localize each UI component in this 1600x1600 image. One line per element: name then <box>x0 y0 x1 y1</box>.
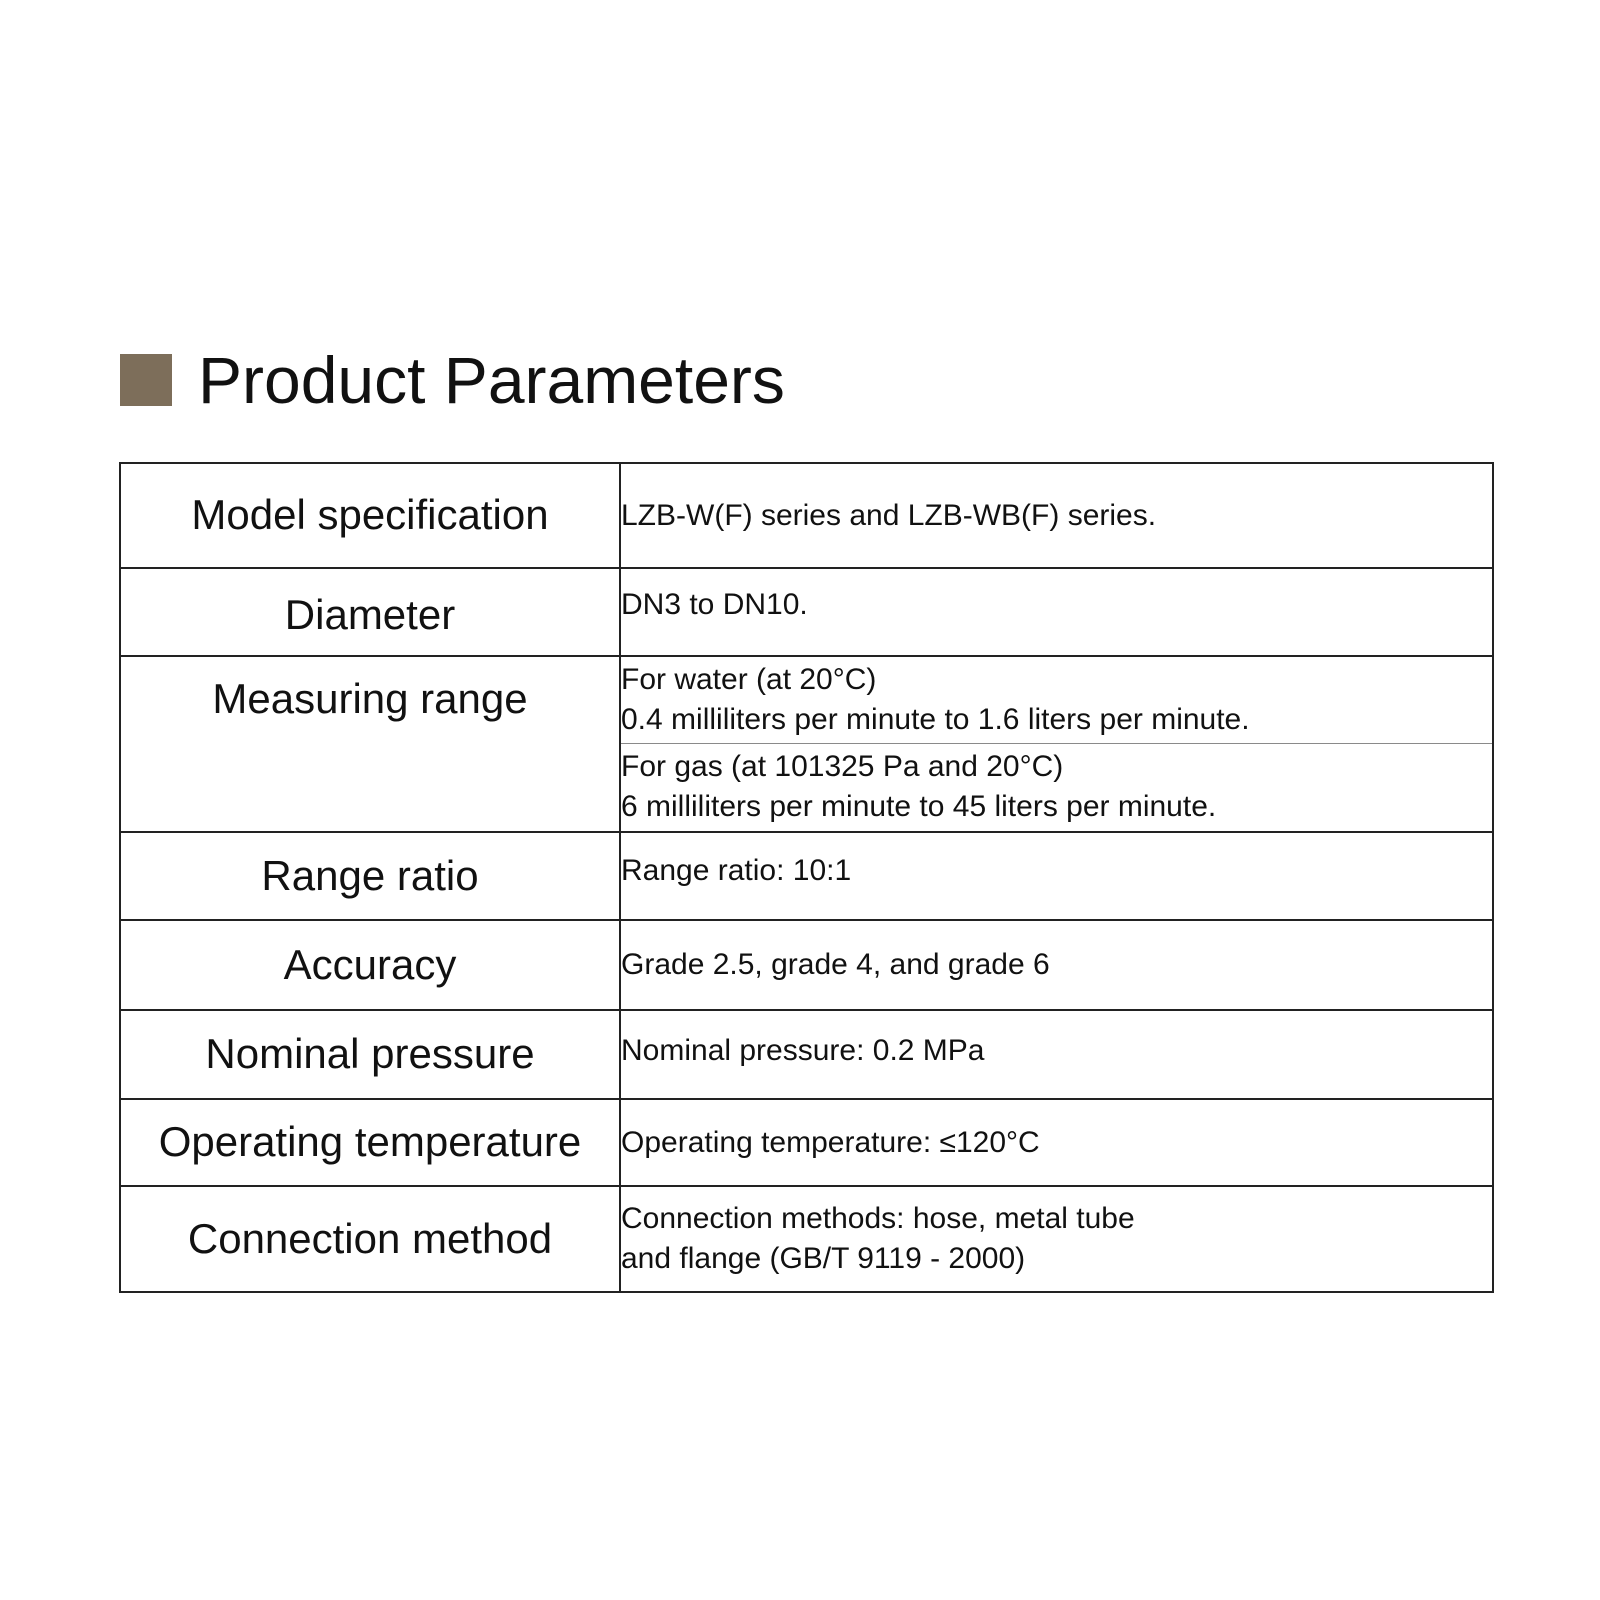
measuring-range-water <box>620 656 1493 743</box>
measuring-range-gas <box>620 743 1493 832</box>
table-row-nominal-pressure <box>120 1010 1493 1099</box>
table-row-accuracy <box>120 920 1493 1010</box>
row-label: Diameter <box>120 568 620 656</box>
row-value: Grade 2.5, grade 4, and grade 6 <box>620 920 1493 1010</box>
row-label: Nominal pressure <box>120 1010 620 1099</box>
table-row-range-ratio <box>120 832 1493 920</box>
parameters-table <box>119 462 1494 1293</box>
row-value: Range ratio: 10:1 <box>620 832 1493 920</box>
row-label: Accuracy <box>120 920 620 1010</box>
table-row-measuring-range <box>120 656 1493 743</box>
table-row-diameter <box>120 568 1493 656</box>
heading-square-marker <box>120 354 172 406</box>
table-row-model-specification <box>120 463 1493 568</box>
water-condition: For water (at 20°C) <box>621 662 877 696</box>
row-value: Operating temperature: ≤120°C <box>620 1099 1493 1186</box>
table-row-connection-method <box>120 1186 1493 1292</box>
gas-condition: For gas (at 101325 Pa and 20°C) <box>621 750 1064 784</box>
row-label: Connection method <box>120 1186 620 1292</box>
section-heading <box>120 340 785 420</box>
row-label: Range ratio <box>120 832 620 920</box>
row-value: LZB-W(F) series and LZB-WB(F) series. <box>620 463 1493 568</box>
row-label: Model specification <box>120 463 620 568</box>
row-value: Nominal pressure: 0.2 MPa <box>620 1010 1493 1099</box>
row-label: Operating temperature <box>120 1099 620 1186</box>
row-value <box>620 1186 1493 1292</box>
row-value: DN3 to DN10. <box>620 568 1493 656</box>
gas-range: 6 milliliters per minute to 45 liters per minute. <box>621 790 1217 824</box>
table-row-operating-temperature <box>120 1099 1493 1186</box>
connection-line-1: Connection methods: hose, metal tube <box>621 1202 1135 1235</box>
connection-line-2: and flange (GB/T 9119 - 2000) <box>621 1242 1026 1275</box>
page-title: Product Parameters <box>198 343 785 417</box>
water-range: 0.4 milliliters per minute to 1.6 liters per minute. <box>621 702 1250 736</box>
row-label: Measuring range <box>120 656 620 832</box>
